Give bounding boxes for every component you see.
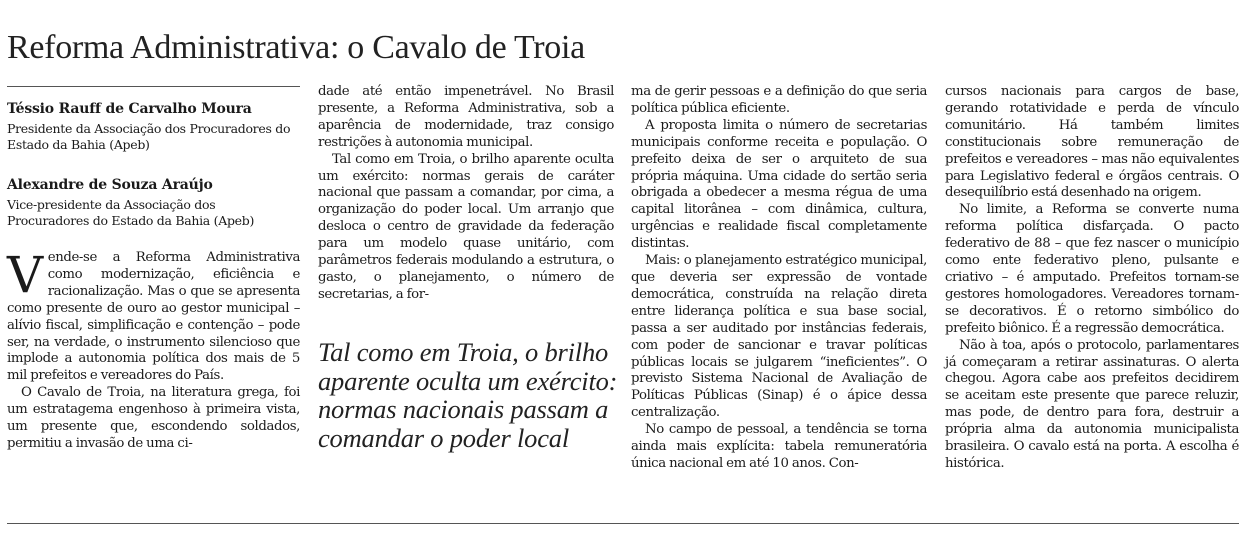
paragraph: ma de gerir pessoas e a definição do que seria política pública eficiente.: [631, 84, 927, 116]
column-3: [631, 84, 927, 473]
paragraph: dade até então impenetrável. No Brasil presente, a Reforma Administrativa, sob a aparência de modernidade, traz consigo restrições à autonomia municipal.: [318, 84, 614, 150]
paragraph: O Cavalo de Troia, na literatura grega, foi um estratagema engenhoso à primeira vista, um presente que, escondendo soldados, permitiu a invasão de uma ci-: [7, 385, 300, 451]
paragraph: No campo de pessoal, a tendência se torna ainda mais explícita: tabela remuneratória única nacional em até 10 anos. Con-: [631, 422, 927, 471]
paragraph: A proposta limita o número de secretarias municipais conforme receita e população. O prefeito deixa de ser o arquiteto de sua própria máquina. Uma cidade do sertão seria obrigada a obedecer a mesma régua de uma capital litorânea – com dinâmica, cultura, urgências e realidade fiscal completamente distintas.: [631, 117, 927, 252]
paragraph: [7, 246, 300, 385]
headline: Reforma Administrativa: o Cavalo de Troia: [7, 29, 585, 66]
author-role: Vice-presidente da Associação dos Procuradores do Estado da Bahia (Apeb): [7, 197, 255, 228]
paragraph: Tal como em Troia, o brilho aparente oculta um exército: normas gerais de caráter nacional que passam a comandar, por cima, a organização do poder local. Um arranjo que desloca o centro de gravidade da federação para um modelo quase unitário, com parâmetros federais modulando a estrutura, o gasto, o planejamento, o número de secretarias, a for-: [318, 151, 614, 302]
author-name: Alexandre de Souza Araújo: [7, 177, 213, 193]
author-block-1: [7, 100, 300, 153]
column-4: [945, 84, 1239, 473]
paragraph-text: ende-se a Reforma Administrativa como modernização, eficiência e racionalização. Mas o que se apresenta como presente de ouro ao gestor municipal – alívio fiscal, simplificação e contenção – pode ser, na verdade, o instrumento silencioso que implode a autonomia política dos mais de 5 mil prefeitos e vereadores do País.: [7, 250, 300, 384]
column-2: [318, 84, 614, 304]
bottom-rule: [7, 523, 1239, 524]
pull-quote: Tal como em Troia, o brilho aparente oculta um exército: normas nacionais passam a comandar o poder local: [318, 337, 618, 453]
author-block-2: [7, 176, 300, 229]
drop-cap: V: [7, 246, 43, 304]
author-divider: [7, 86, 300, 87]
paragraph: Mais: o planejamento estratégico municipal, que deveria ser expressão de vontade democrática, construída na relação direta entre liderança política e sua base social, passa a ser auditado por instâncias federais, com poder de sancionar e travar políticas públicas locais se julgarem “ineficientes”. O previsto Sistema Nacional de Avaliação de Políticas Públicas (Sinap) é o ápice dessa centralização.: [631, 253, 927, 421]
paragraph: cursos nacionais para cargos de base, gerando rotatividade e perda de vínculo comunitário. Há também limites constitucionais sobre remuneração de prefeitos e vereadores – mas não equivalentes para Legislativo federal e órgãos centrais. O desequilíbrio está desenhado na origem.: [945, 84, 1239, 201]
paragraph: Não à toa, após o protocolo, parlamentares já começaram a retirar assinaturas. O alerta chegou. Agora cabe aos prefeitos decidirem se aceitam este presente que parece reluzir, mas pode, de dentro para fora, destruir a própria alma da autonomia municipalista brasileira. O cavalo está na porta. A escolha é histórica.: [945, 337, 1239, 471]
author-role: Presidente da Associação dos Procuradores do Estado da Bahia (Apeb): [7, 121, 291, 152]
paragraph: No limite, a Reforma se converte numa reforma política disfarçada. O pacto federativo de 88 – que fez nascer o município como ente federativo pleno, pulsante e criativo – é amputado. Prefeitos tornam-se gestores homologadores. Vereadores tornam-se decorativos. É o retorno simbólico do prefeito biônico. É a regressão democrática.: [945, 202, 1239, 336]
column-1: [7, 246, 300, 453]
author-name: Téssio Rauff de Carvalho Moura: [7, 101, 252, 117]
